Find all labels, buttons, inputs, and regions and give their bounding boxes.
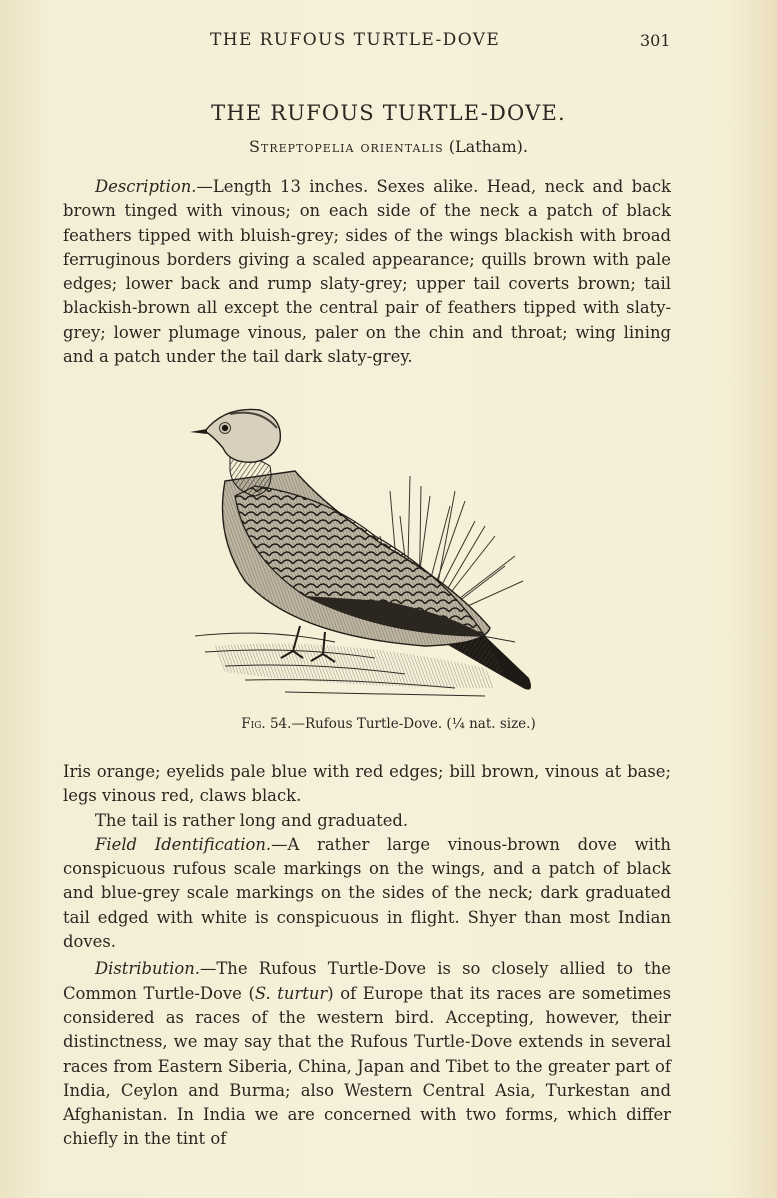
description-heading: Description. [95,177,197,196]
scientific-authority: (Latham). [448,137,528,156]
dove-engraving-icon [185,396,545,706]
tail-paragraph: The tail is rather long and graduated. [95,810,409,830]
description-paragraph [63,175,671,369]
distribution-species-ref: S. turtur [254,983,328,1003]
page-number: 301 [640,31,671,50]
figure-caption [0,716,777,732]
running-head [0,30,777,54]
scientific-name [0,137,777,156]
running-head-title: THE RUFOUS TURTLE-DOVE [210,30,501,50]
figure-caption-text: —Rufous Turtle-Dove. (¼ nat. size.) [291,716,536,732]
distribution-paragraph [63,957,671,1151]
scientific-binomial: Streptopelia orientalis [249,137,444,156]
distribution-heading: Distribution. [95,959,200,979]
distribution-text-after: ) of Europe that its races are sometimes considered as races of the western bird. Accepting, however, their distinctness, we may say that the Rufous Turtle-Dove extends in several races from Eastern Siberia, China, Japan and Tibet to the greater part of India, Ceylon and Burma; also Western Central Asia, Turkestan and Afghanistan. In India we are concerned with two forms, which differ chiefly in the tint of [63,983,672,1149]
iris-paragraph: Iris orange; eyelids pale blue with red edges; bill brown, vinous at base; legs vinous red, claws black. [63,762,671,806]
field-identification-text: —A rather large vinous-brown dove with conspicuous rufous scale markings on the wings, and a patch of black and blue-grey scale markings on the sides of the neck; dark graduated tail edged with white is conspicuous in flight. Shyer than most Indian doves. [63,834,671,952]
description-section [63,175,671,369]
description-text: —Length 13 inches. Sexes alike. Head, neck and back brown tinged with vinous; on each side of the neck a patch of black feathers tipped with bluish-grey; sides of the wings blackish with broad ferruginous borders giving a scaled appearance; quills brown with pale edges; lower back and rump slaty-grey; upper tail coverts brown; tail blackish-brown all except the central pair of feathers tipped with slaty-grey; lower plumage vinous, paler on the chin and throat; wing lining and a patch under the tail dark slaty-grey. [63,177,671,367]
page-title: THE RUFOUS TURTLE-DOVE. [211,101,566,125]
lower-text-block [63,760,671,1152]
field-identification-paragraph [63,833,671,954]
field-identification-heading: Field Identification. [95,834,272,854]
figure-label: Fig. 54. [241,716,292,732]
dove-illustration [185,396,545,706]
distribution-text-before: —The Rufous Turtle-Dove is so closely allied to the Common Turtle-Dove ( [63,959,671,1003]
